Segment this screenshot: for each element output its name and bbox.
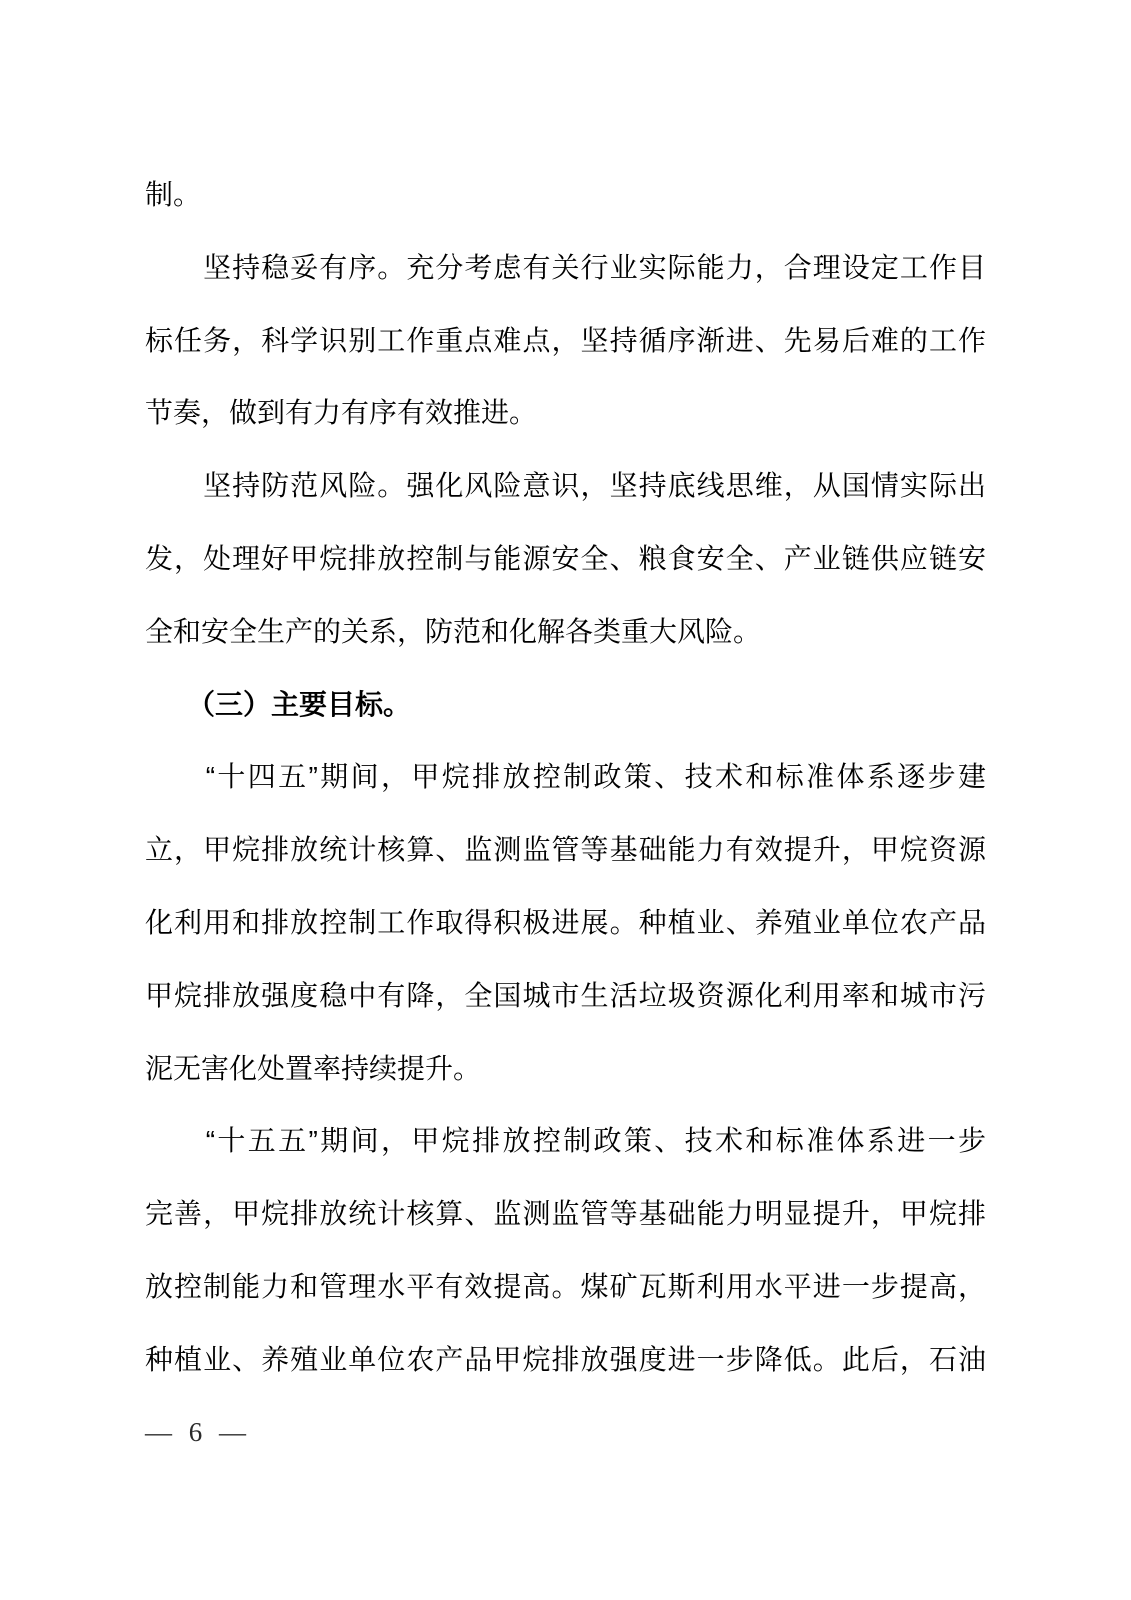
text-line: 标任务，科学识别工作重点难点，坚持循序渐进、先易后难的工作	[145, 324, 986, 356]
page-footer	[145, 1412, 251, 1452]
text-line: 制。	[145, 179, 202, 210]
text-line: 全和安全生产的关系，防范和化解各类重大风险。	[145, 615, 762, 647]
text-line: 甲烷排放强度稳中有降，全国城市生活垃圾资源化利用率和城市污	[145, 979, 986, 1011]
text-line: 节奏，做到有力有序有效推进。	[145, 397, 538, 429]
section-heading: （三）主要目标。	[145, 688, 412, 720]
text-line: 泥无害化处置率持续提升。	[145, 1052, 482, 1084]
text-line: “十四五”期间，甲烷排放控制政策、技术和标准体系逐步建	[145, 761, 986, 793]
document-body	[145, 159, 986, 1397]
text-line: 放控制能力和管理水平有效提高。煤矿瓦斯利用水平进一步提高，	[145, 1270, 986, 1302]
text-line: 立，甲烷排放统计核算、监测监管等基础能力有效提升，甲烷资源	[145, 834, 986, 866]
text-line: 完善，甲烷排放统计核算、监测监管等基础能力明显提升，甲烷排	[145, 1198, 986, 1230]
text-line: 种植业、养殖业单位农产品甲烷排放强度进一步降低。此后，石油	[145, 1343, 986, 1375]
text-line: 化利用和排放控制工作取得积极进展。种植业、养殖业单位农产品	[145, 906, 986, 938]
text-line: “十五五”期间，甲烷排放控制政策、技术和标准体系进一步	[145, 1125, 986, 1157]
text-line: 坚持稳妥有序。充分考虑有关行业实际能力，合理设定工作目	[145, 251, 986, 283]
text-line: 坚持防范风险。强化风险意识，坚持底线思维，从国情实际出	[145, 470, 986, 502]
page-number: — 6 —	[145, 1417, 251, 1447]
text-line: 发，处理好甲烷排放控制与能源安全、粮食安全、产业链供应链安	[145, 542, 986, 574]
